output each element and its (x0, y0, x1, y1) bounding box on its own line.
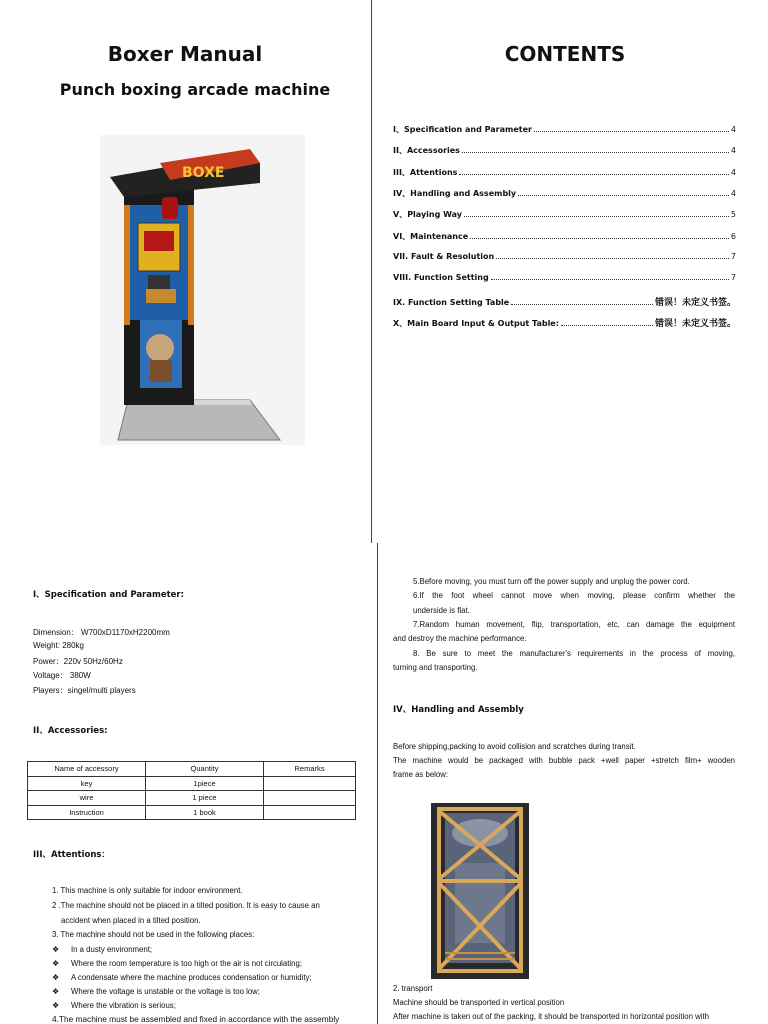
shipping-line-1: Before shipping,packing to avoid collision and scratches during transit. (393, 742, 636, 751)
toc-entry-label: X、Main Board Input & Output Table: (393, 319, 559, 328)
toc-entry-label: VII. Fault & Resolution (393, 252, 495, 261)
toc-leader-dots (470, 233, 729, 239)
toc-entry[interactable] (393, 124, 736, 135)
toc-leader-dots (511, 299, 653, 305)
toc-entry[interactable] (393, 188, 736, 199)
attention-line-2b: accident when placed in a tilted position. (61, 916, 201, 925)
move-note-6a: 6.If the foot wheel cannot move when moving, please confirm whether the (413, 591, 735, 600)
table-row (28, 776, 356, 791)
toc-entry-page: 4 (730, 125, 736, 134)
diamond-bullet-icon: ❖ (52, 945, 60, 954)
toc-entry-label: VIII. Function Setting (393, 273, 489, 282)
toc-entry[interactable] (393, 145, 736, 156)
table-row (28, 805, 356, 820)
toc-leader-dots (464, 211, 729, 217)
move-note-8b: turning and transporting. (393, 663, 478, 672)
toc-entry[interactable] (393, 231, 736, 242)
toc-entry-label: II、Accessories (393, 146, 460, 155)
attention-line-4: 4.The machine must be assembled and fixed in accordance with the assembly (52, 1014, 340, 1024)
move-note-6b: underside is flat. (413, 606, 470, 615)
toc-entry-page: 7 (730, 252, 736, 261)
toc-entry-label: V、Playing Way (393, 210, 463, 219)
table-cell: 1 piece (146, 791, 264, 806)
manual-subtitle: Punch boxing arcade machine (59, 80, 331, 99)
spec-dimension: Dimension： W700xD1170xH2200mm (33, 628, 170, 637)
handling-heading: IV、Handling and Assembly (393, 705, 524, 715)
spec-weight: Weight: 280kg (33, 641, 84, 650)
shipping-line-3: frame as below: (393, 770, 449, 779)
toc-entry[interactable] (393, 252, 736, 261)
transport-line-1: Machine should be transported in vertical position (393, 998, 565, 1007)
toc-entry[interactable] (393, 273, 736, 282)
diamond-bullet-icon: ❖ (52, 987, 60, 996)
table-row (28, 791, 356, 806)
attention-line-3: 3. The machine should not be used in the following places: (52, 930, 255, 939)
toc-entry[interactable] (393, 209, 736, 220)
table-header-row (28, 762, 356, 777)
attention-line-2a: 2 .The machine should not be placed in a tilted position. It is easy to cause an (52, 901, 320, 910)
toc-entry-page: 4 (730, 146, 736, 155)
toc-entry-label: I、Specification and Parameter (393, 125, 532, 134)
transport-line-2: After machine is taken out of the packing, it should be transported in horizontal position with (393, 1012, 709, 1021)
toc-entry[interactable] (393, 295, 736, 308)
toc-entry-page: 7 (730, 273, 736, 282)
toc-entry-page: 4 (730, 189, 736, 198)
diamond-bullet-icon: ❖ (52, 973, 60, 982)
table-cell (264, 791, 356, 806)
toc-entry-label: VI、Maintenance (393, 232, 469, 241)
toc-leader-dots (534, 126, 729, 132)
spec-voltage: Voltage： 380W (33, 671, 91, 680)
wooden-crate-image (431, 803, 529, 979)
svg-text:BOXE: BOXE (182, 165, 225, 181)
toc-leader-dots (518, 190, 729, 196)
table-header-cell: Name of accessory (28, 762, 146, 777)
page-divider-top (371, 0, 372, 543)
attention-bullet: ❖ Where the room temperature is too high or the air is not circulating; (52, 959, 302, 968)
toc-leader-dots (459, 169, 728, 175)
toc-entry-page: 6 (730, 232, 736, 241)
spec-players: Players：singel/multi players (33, 686, 136, 695)
table-header-cell: Quantity (146, 762, 264, 777)
spec-heading: I、Specification and Parameter: (33, 590, 185, 600)
table-cell (264, 776, 356, 791)
table-cell: wire (28, 791, 146, 806)
move-note-5: 5.Before moving, you must turn off the power supply and unplug the power cord. (413, 577, 690, 586)
accessories-heading: II、Accessories: (33, 726, 108, 736)
toc-leader-dots (561, 320, 653, 326)
toc-entry-label: III、Attentions (393, 168, 458, 177)
toc-entry-label: IV、Handling and Assembly (393, 189, 517, 198)
toc-entry-page: 错误！未定义书签。 (654, 298, 736, 308)
toc-entry[interactable] (393, 167, 736, 178)
toc-entry[interactable] (393, 316, 736, 329)
toc-leader-dots (462, 147, 729, 153)
table-cell: 1piece (146, 776, 264, 791)
move-note-8a: 8. Be sure to meet the manufacturer's requirements in the process of moving, (413, 649, 735, 658)
attention-bullet: ❖ Where the voltage is unstable or the voltage is too low; (52, 987, 260, 996)
toc-entry-label: IX. Function Setting Table (393, 298, 510, 307)
move-note-7b: and destroy the machine performance. (393, 634, 527, 643)
toc-entry-page: 错误！未定义书签。 (654, 319, 736, 329)
transport-heading: 2. transport (393, 984, 433, 993)
toc-leader-dots (491, 274, 729, 280)
move-note-7a: 7.Random human movement, flip, transportation, etc, can damage the equipment (413, 620, 735, 629)
diamond-bullet-icon: ❖ (52, 1001, 60, 1010)
table-cell: Instruction (28, 805, 146, 820)
table-cell: 1 book (146, 805, 264, 820)
accessories-table (27, 761, 356, 820)
attention-bullet: ❖ A condensate where the machine produces condensation or humidity; (52, 973, 312, 982)
toc-entry-page: 5 (730, 210, 736, 219)
table-cell: key (28, 776, 146, 791)
attentions-heading: III、Attentions： (33, 850, 110, 860)
toc-entry-page: 4 (730, 168, 736, 177)
manual-title: Boxer Manual (107, 42, 263, 66)
attention-bullet: ❖ In a dusty environment; (52, 945, 153, 954)
toc-leader-dots (496, 253, 729, 259)
table-cell (264, 805, 356, 820)
attention-line-1: 1. This machine is only suitable for indoor environment. (52, 886, 243, 895)
boxing-machine-image (100, 135, 305, 445)
shipping-line-2: The machine would be packaged with bubble pack +well paper +stretch film+ wooden (393, 756, 735, 765)
table-header-cell: Remarks (264, 762, 356, 777)
contents-title: CONTENTS (504, 42, 626, 66)
attention-bullet: ❖ Where the vibration is serious; (52, 1001, 176, 1010)
diamond-bullet-icon: ❖ (52, 959, 60, 968)
page-divider-bottom (377, 543, 378, 1024)
spec-power: Power：220v 50Hz/60Hz (33, 657, 123, 666)
